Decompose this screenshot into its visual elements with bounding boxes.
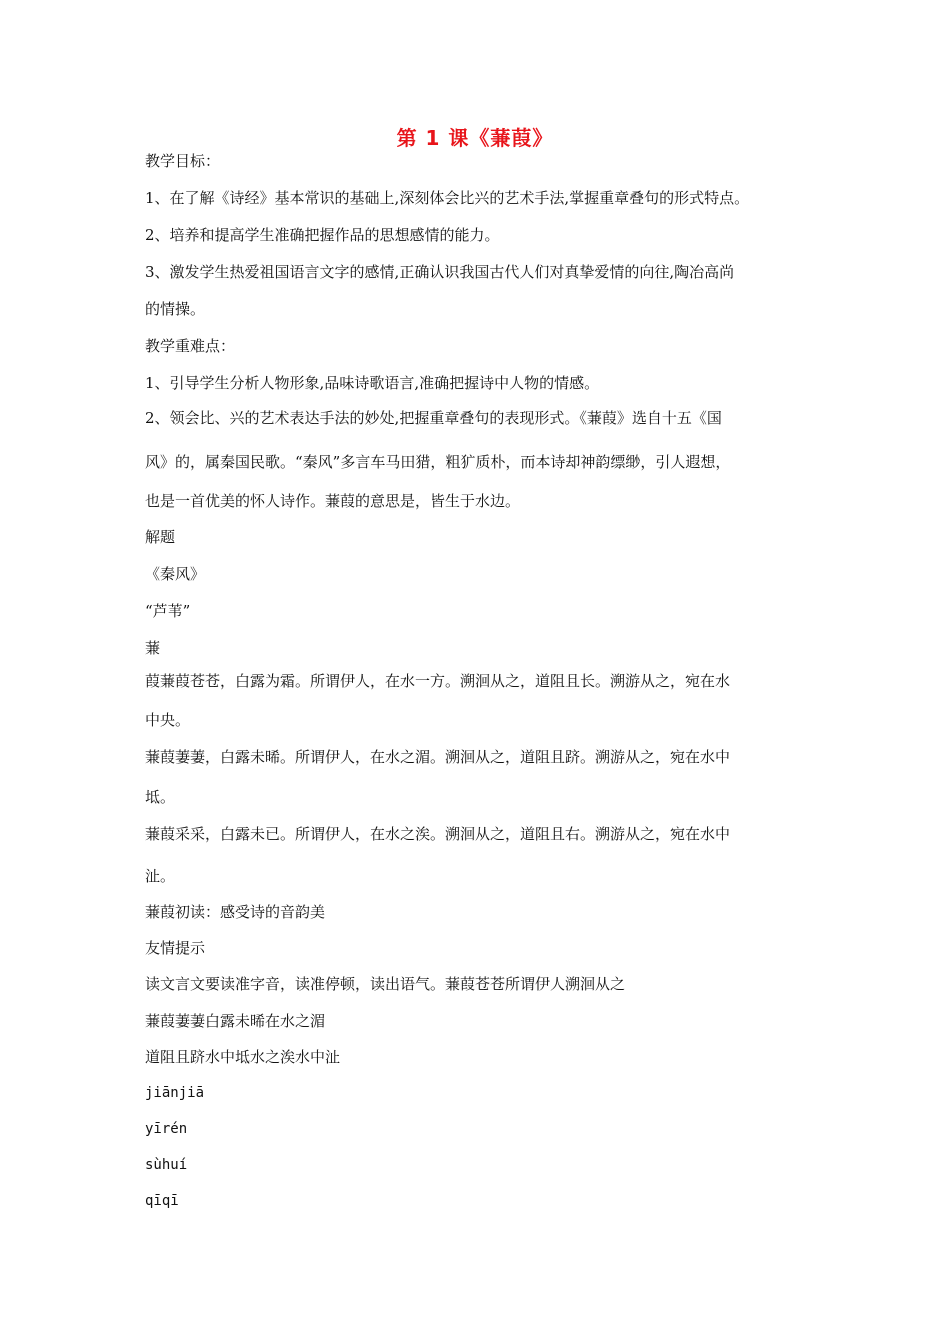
objective-item-3-cont: 的情操。 bbox=[145, 300, 206, 318]
section-heading-tips: 友情提示 bbox=[145, 939, 206, 957]
objective-item-2: 2、培养和提高学生准确把握作品的思想感情的能力。 bbox=[145, 226, 500, 244]
text-line: “芦苇” bbox=[145, 602, 191, 620]
vocabulary-line-2: 道阻且跻水中坻水之涘水中沚 bbox=[145, 1048, 341, 1066]
objective-item-3: 3、激发学生热爱祖国语言文字的感情,正确认识我国古代人们对真挚爱情的向往,陶冶高尚 bbox=[145, 263, 735, 281]
page-title: 第 1 课《蒹葭》 bbox=[396, 126, 554, 150]
poem-stanza-1: 葭蒹葭苍苍，白露为霜。所谓伊人，在水一方。溯洄从之，道阻且长。溯游从之，宛在水 bbox=[145, 672, 731, 690]
pinyin-line: jiānjiā bbox=[145, 1085, 205, 1101]
section-heading-key-points: 教学重难点： bbox=[145, 337, 236, 355]
objective-item-1: 1、在了解《诗经》基本常识的基础上,深刻体会比兴的艺术手法,掌握重章叠句的形式特点。 bbox=[145, 189, 750, 207]
key-point-item-2-end: 也是一首优美的怀人诗作。蒹葭的意思是，皆生于水边。 bbox=[145, 492, 521, 510]
pinyin-line: yīrén bbox=[145, 1121, 188, 1137]
poem-stanza-2-end: 坻。 bbox=[145, 788, 176, 806]
poem-stanza-3: 蒹葭采采，白露未已。所谓伊人，在水之涘。溯洄从之，道阻且右。溯游从之，宛在水中 bbox=[145, 825, 731, 843]
pinyin-line: qīqī bbox=[145, 1193, 179, 1209]
section-heading-first-reading: 蒹葭初读：感受诗的音韵美 bbox=[145, 903, 326, 921]
pinyin-line: sùhuí bbox=[145, 1157, 188, 1173]
poem-stanza-2: 蒹葭萋萋，白露未晞。所谓伊人，在水之湄。溯洄从之，道阻且跻。溯游从之，宛在水中 bbox=[145, 748, 731, 766]
text-line: 《秦风》 bbox=[145, 565, 206, 583]
reading-tips-text: 读文言文要读准字音，读准停顿，读出语气。蒹葭苍苍所谓伊人溯洄从之 bbox=[145, 975, 626, 993]
section-heading-objectives: 教学目标： bbox=[145, 152, 221, 170]
key-point-item-2: 2、领会比、兴的艺术表达手法的妙处,把握重章叠句的表现形式。《蒹葭》选自十五《国 bbox=[145, 409, 722, 427]
section-heading-title-explanation: 解题 bbox=[145, 528, 176, 546]
text-line: 蒹 bbox=[145, 639, 161, 657]
vocabulary-line-1: 蒹葭萋萋白露未晞在水之湄 bbox=[145, 1012, 326, 1030]
key-point-item-1: 1、引导学生分析人物形象,品味诗歌语言,准确把握诗中人物的情感。 bbox=[145, 374, 600, 392]
poem-stanza-1-end: 中央。 bbox=[145, 711, 191, 729]
key-point-item-2-cont: 风》的，属秦国民歌。“秦风”多言车马田猎，粗犷质朴，而本诗却神韵缥缈，引人遐想， bbox=[145, 453, 731, 471]
poem-stanza-3-end: 沚。 bbox=[145, 867, 176, 885]
